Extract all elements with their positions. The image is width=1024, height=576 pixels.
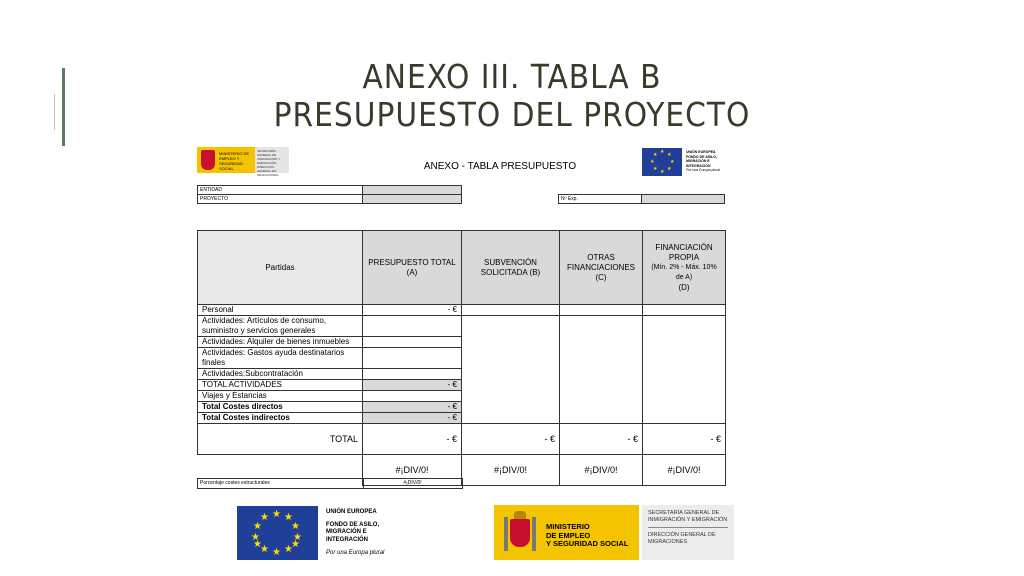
percentage-value: #¡DIV/0! bbox=[363, 479, 461, 488]
percentage-label: Porcentaje costes estructurales bbox=[200, 480, 270, 486]
entidad-label: ENTIDAD bbox=[198, 186, 363, 195]
table-row bbox=[198, 391, 726, 402]
header-subvencion: SUBVENCIÓN SOLICITADA (B) bbox=[462, 231, 560, 305]
percentage-row bbox=[197, 478, 463, 489]
row-label: Total Costes indirectos bbox=[198, 413, 363, 424]
eu-small-line2: FONDO DE ASILO, MIGRACIÓN E INTEGRACIÓN bbox=[686, 154, 717, 168]
proyecto-value bbox=[363, 195, 462, 204]
row-label: Actividades:Subcontratación bbox=[198, 369, 363, 380]
proyecto-label: PROYECTO bbox=[198, 195, 363, 204]
ministry-footer-sec1: SECRETARÍA GENERAL DE INMIGRACIÓN Y EMIGRACIÓN bbox=[648, 510, 728, 523]
row-empty-cell bbox=[560, 380, 643, 391]
header-d-main: FINANCIACIÓN PROPIA bbox=[655, 242, 713, 262]
row-empty-cell bbox=[643, 413, 726, 424]
row-empty-cell bbox=[643, 305, 726, 316]
table-row bbox=[198, 413, 726, 424]
coat-of-arms-icon bbox=[504, 511, 536, 555]
ministry-footer-line1: MINISTERIO bbox=[546, 522, 590, 531]
row-empty-cell bbox=[462, 305, 560, 316]
ministry-footer-line2: DE EMPLEO bbox=[546, 530, 591, 540]
row-empty-cell bbox=[462, 337, 560, 348]
row-empty-cell bbox=[560, 391, 643, 402]
total-b: - € bbox=[462, 424, 560, 455]
row-empty-cell bbox=[560, 369, 643, 380]
row-value bbox=[363, 348, 462, 369]
row-empty-cell bbox=[643, 316, 726, 337]
row-empty-cell bbox=[462, 402, 560, 413]
row-label: Actividades: Alquiler de bienes inmuebles bbox=[198, 337, 363, 348]
ministry-logo-side-text: SECRETARÍA GENERAL DE INMIGRACIÓN Y EMIGRACIÓN DIRECCIÓN GENERAL DE MIGRACIONES bbox=[255, 147, 289, 173]
table-header-row bbox=[198, 231, 726, 305]
row-value bbox=[363, 391, 462, 402]
table-row bbox=[198, 402, 726, 413]
nexp-label: Nº Exp. bbox=[559, 195, 642, 204]
header-financiacion-propia bbox=[643, 231, 726, 305]
slide-title-line2: PRESUPUESTO DEL PROYECTO bbox=[273, 95, 751, 134]
coat-of-arms-icon bbox=[201, 150, 215, 170]
header-partidas: Partidas bbox=[198, 231, 363, 305]
eu-flag-icon: ★ ★ ★ ★ ★ ★ ★ ★ ★ ★ ★ ★ bbox=[237, 506, 318, 560]
div-b: #¡DIV/0! bbox=[462, 455, 560, 486]
total-a: - € bbox=[363, 424, 462, 455]
total-d: - € bbox=[643, 424, 726, 455]
row-value: - € bbox=[363, 413, 462, 424]
eu-small-line1: UNIÓN EUROPEA bbox=[686, 150, 716, 154]
row-empty-cell bbox=[643, 348, 726, 369]
eu-small-motto: Por una Europa plural bbox=[686, 168, 721, 172]
row-empty-cell bbox=[643, 337, 726, 348]
eu-footer-motto: Por una Europa plural bbox=[326, 550, 385, 556]
budget-table bbox=[197, 230, 726, 486]
nexp-value bbox=[642, 195, 725, 204]
row-empty-cell bbox=[643, 380, 726, 391]
row-value bbox=[363, 316, 462, 337]
row-empty-cell bbox=[560, 413, 643, 424]
eu-logo-footer bbox=[237, 506, 397, 560]
ministry-logo-footer bbox=[494, 505, 734, 560]
total-row bbox=[198, 424, 726, 455]
header-otras-financiaciones: OTRAS FINANCIACIONES (C) bbox=[560, 231, 643, 305]
row-empty-cell bbox=[643, 391, 726, 402]
table-row bbox=[198, 305, 726, 316]
eu-logo-small bbox=[642, 148, 732, 176]
ministry-footer-line3: Y SEGURIDAD SOCIAL bbox=[546, 539, 629, 548]
row-empty-cell bbox=[560, 402, 643, 413]
row-label: TOTAL ACTIVIDADES bbox=[198, 380, 363, 391]
row-empty-cell bbox=[560, 337, 643, 348]
row-label: Actividades: Artículos de consumo, suministro y servicios generales bbox=[198, 316, 363, 337]
accent-bar bbox=[62, 68, 65, 146]
row-label: Viajes y Estancias bbox=[198, 391, 363, 402]
ministry-logo-text: MINISTERIO DE EMPLEO Y SEGURIDAD SOCIAL bbox=[219, 151, 250, 171]
info-table bbox=[197, 185, 462, 204]
header-d-letter: (D) bbox=[678, 282, 690, 292]
document-header-title: ANEXO - TABLA PRESUPUESTO bbox=[423, 161, 577, 172]
table-row bbox=[198, 337, 726, 348]
row-empty-cell bbox=[560, 305, 643, 316]
row-value bbox=[363, 369, 462, 380]
accent-bar-thin bbox=[54, 94, 55, 130]
div-c: #¡DIV/0! bbox=[560, 455, 643, 486]
ministry-footer-sec2: DIRECCIÓN GENERAL DE MIGRACIONES bbox=[648, 532, 716, 545]
row-empty-cell bbox=[462, 391, 560, 402]
total-label: TOTAL bbox=[198, 424, 363, 455]
row-value: - € bbox=[363, 402, 462, 413]
row-label: Personal bbox=[198, 305, 363, 316]
table-row bbox=[198, 316, 726, 337]
eu-footer-line2: FONDO DE ASILO, MIGRACIÓN E INTEGRACIÓN bbox=[326, 521, 380, 543]
row-empty-cell bbox=[462, 413, 560, 424]
row-empty-cell bbox=[560, 348, 643, 369]
row-empty-cell bbox=[643, 402, 726, 413]
nexp-table bbox=[558, 194, 725, 204]
table-row bbox=[198, 348, 726, 369]
header-d-note: (Mín. 2% - Máx. 10% de A) bbox=[651, 263, 717, 281]
row-empty-cell bbox=[643, 369, 726, 380]
row-empty-cell bbox=[560, 316, 643, 337]
eu-footer-line1: UNIÓN EUROPEA bbox=[326, 509, 377, 515]
total-c: - € bbox=[560, 424, 643, 455]
table-row bbox=[198, 369, 726, 380]
div-a: #¡DIV/0! bbox=[363, 455, 462, 486]
ministry-logo-small bbox=[197, 147, 289, 177]
row-value bbox=[363, 337, 462, 348]
entidad-value bbox=[363, 186, 462, 195]
row-empty-cell bbox=[462, 380, 560, 391]
row-label: Total Costes directos bbox=[198, 402, 363, 413]
table-row bbox=[198, 380, 726, 391]
header-presupuesto-total: PRESUPUESTO TOTAL (A) bbox=[363, 231, 462, 305]
row-empty-cell bbox=[462, 316, 560, 337]
eu-flag-icon: ★ ★ ★ ★ ★ ★ ★ ★ bbox=[642, 148, 682, 176]
div-d: #¡DIV/0! bbox=[643, 455, 726, 486]
slide-title-line1: ANEXO III. TABLA B bbox=[362, 57, 662, 96]
row-empty-cell bbox=[462, 348, 560, 369]
row-label: Actividades: Gastos ayuda destinatarios finales bbox=[198, 348, 363, 369]
row-value: - € bbox=[363, 305, 462, 316]
row-value: - € bbox=[363, 380, 462, 391]
row-empty-cell bbox=[462, 369, 560, 380]
